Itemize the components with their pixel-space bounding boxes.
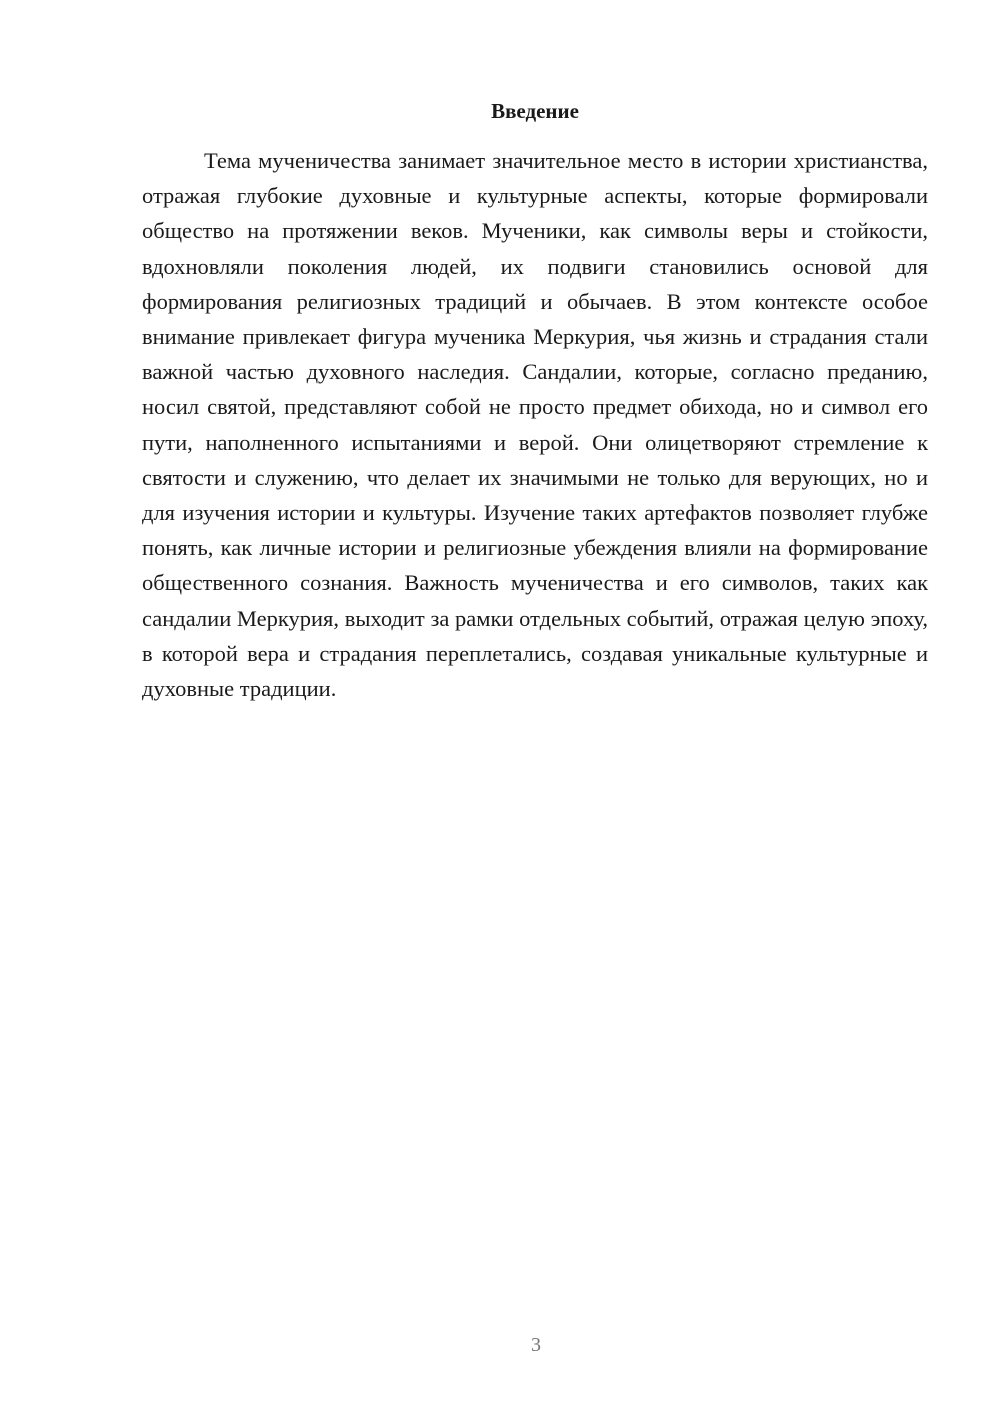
page-number: 3 — [531, 1334, 541, 1356]
section-heading: Введение — [491, 99, 579, 123]
body-paragraph: Тема мученичества занимает значительное место в истории христианства, отражая глубокие духовные и культурные аспекты, которые формировали общество на протяжении веков. Мученики, как символы веры и стойкости, вдохновляли поколения людей, их подвиги становились основой для формирования религиозных традиций и обычаев. В этом контексте особое внимание привлекает фигура мученика Меркурия, чья жизнь и страдания стали важной частью духовного наследия. Сандалии, которые, согласно преданию, носил святой, представляют собой не просто предмет обихода, но и символ его пути, наполненного испытаниями и верой. Они олицетворяют стремление к святости и служению, что делает их значимыми не только для верующих, но и для изучения истории и культуры. Изучение таких артефактов позволяет глубже понять, как личные истории и религиозные убеждения влияли на формирование общественного сознания. Важность мученичества и его символов, таких как сандалии Меркурия, выходит за рамки отдельных событий, отражая целую эпоху, в которой вера и страдания переплетались, создавая уникальные культурные и духовные традиции. — [142, 148, 928, 702]
